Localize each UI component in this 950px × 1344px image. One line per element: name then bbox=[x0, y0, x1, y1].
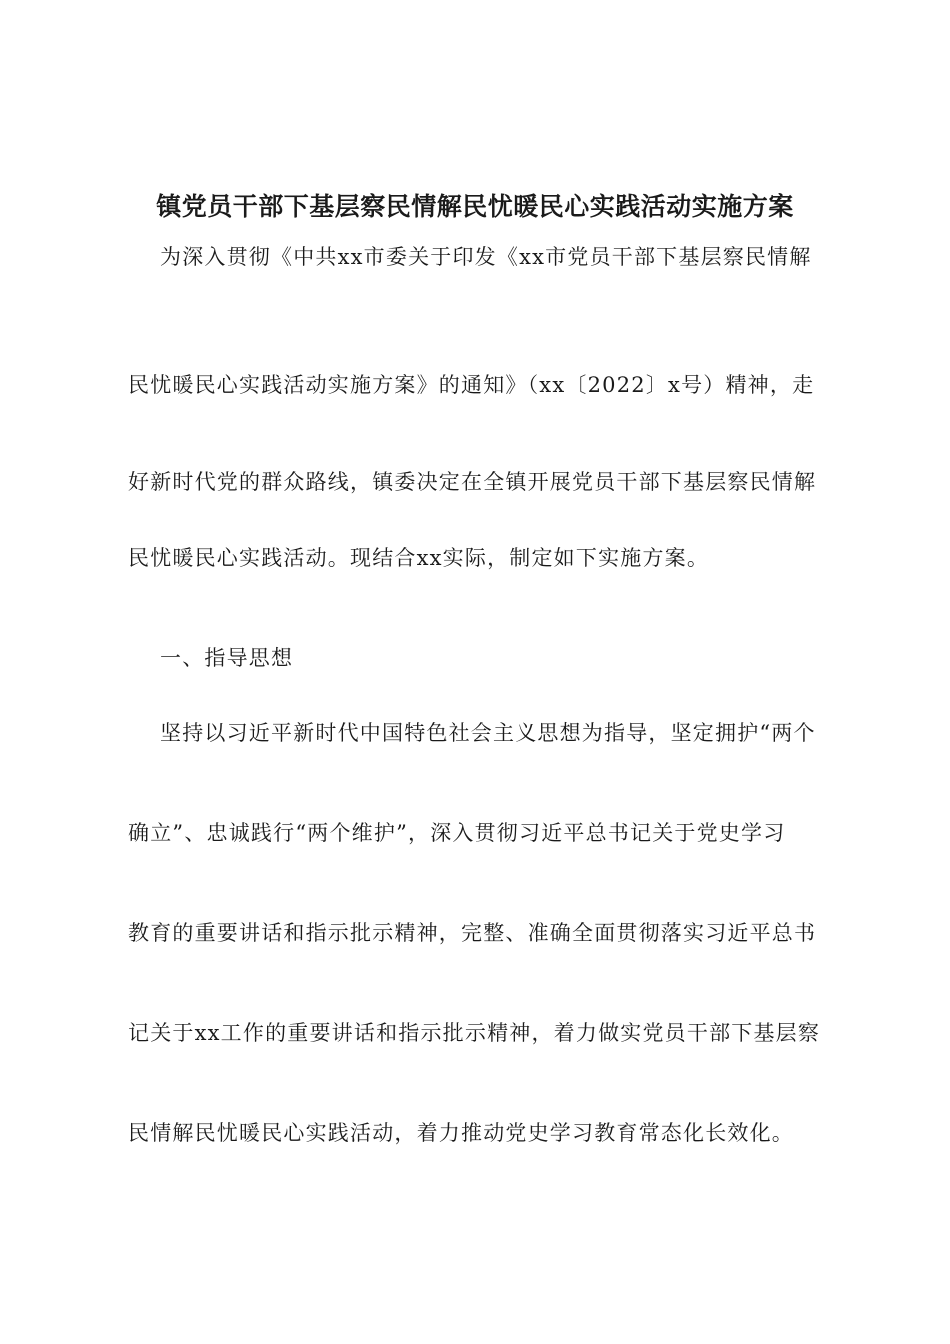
section-1-line-3: 教育的重要讲话和指示批示精神，完整、准确全面贯彻落实习近平总书 bbox=[128, 921, 817, 945]
section-1-line-4: 记关于xx工作的重要讲话和指示批示精神，着力做实党员干部下基层察 bbox=[128, 1021, 821, 1045]
section-1-line-5: 民情解民忧暖民心实践活动，着力推动党史学习教育常态化长效化。 bbox=[128, 1121, 794, 1145]
document-title: 镇党员干部下基层察民情解民忧暖民心实践活动实施方案 bbox=[156, 192, 794, 221]
paragraph-1-line-4: 民忧暖民心实践活动。现结合xx实际，制定如下实施方案。 bbox=[128, 546, 710, 570]
section-1-line-1: 坚持以习近平新时代中国特色社会主义思想为指导，坚定拥护“两个 bbox=[160, 721, 816, 745]
paragraph-1-line-1: 为深入贯彻《中共xx市委关于印发《xx市党员干部下基层察民情解 bbox=[160, 245, 812, 269]
section-1-heading: 一、指导思想 bbox=[160, 646, 294, 670]
paragraph-1-line-2: 民忧暖民心实践活动实施方案》的通知》（xx〔2022〕x号）精神，走 bbox=[128, 373, 815, 397]
section-1-line-2: 确立”、忠诚践行“两个维护”，深入贯彻习近平总书记关于党史学习 bbox=[128, 821, 786, 845]
paragraph-1-line-3: 好新时代党的群众路线，镇委决定在全镇开展党员干部下基层察民情解 bbox=[128, 470, 817, 494]
